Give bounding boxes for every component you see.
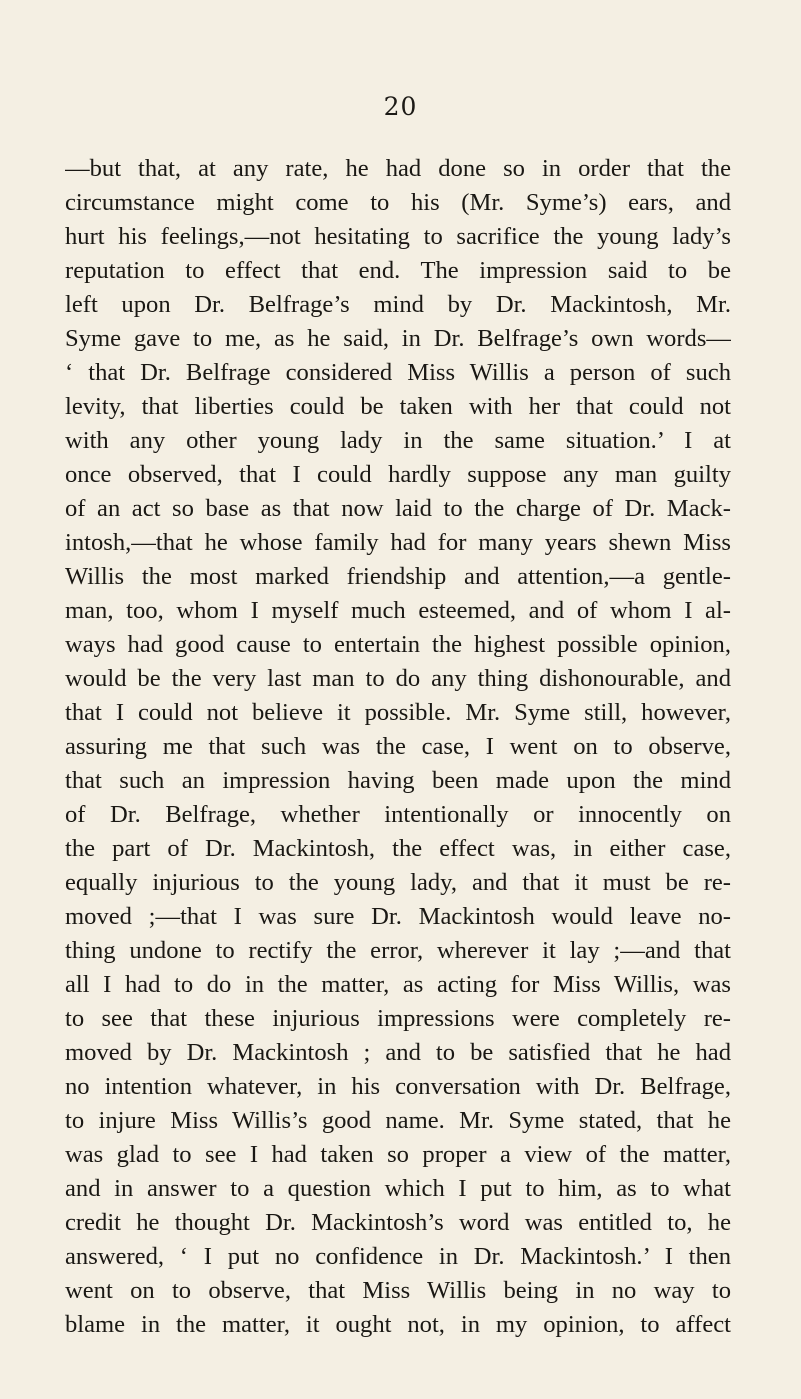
text-line: of Dr. Belfrage, whether intentionally or innocently on [65,801,731,828]
text-line: man, too, whom I myself much esteemed, and of whom I al- [65,597,731,624]
body-text [65,152,731,1342]
text-line: of an act so base as that now laid to the charge of Dr. Mack- [65,495,731,522]
text-line: left upon Dr. Belfrage’s mind by Dr. Mackintosh, Mr. [65,291,731,318]
text-line: ways had good cause to entertain the highest possible opinion, [65,631,731,658]
text-line: Willis the most marked friendship and attention,—a gentle- [65,563,731,590]
text-line: blame in the matter, it ought not, in my opinion, to affect [65,1311,731,1338]
text-line: the part of Dr. Mackintosh, the effect was, in either case, [65,835,731,862]
text-line: thing undone to rectify the error, wherever it lay ;—and that [65,937,731,964]
text-line: ‘ that Dr. Belfrage considered Miss Willis a person of such [65,359,731,386]
text-line: went on to observe, that Miss Willis being in no way to [65,1277,731,1304]
text-line: circumstance might come to his (Mr. Syme’s) ears, and [65,189,731,216]
text-line: to injure Miss Willis’s good name. Mr. Syme stated, that he [65,1107,731,1134]
text-line: all I had to do in the matter, as acting for Miss Willis, was [65,971,731,998]
text-line: moved ;—that I was sure Dr. Mackintosh would leave no- [65,903,731,930]
text-line: credit he thought Dr. Mackintosh’s word was entitled to, he [65,1209,731,1236]
text-line: moved by Dr. Mackintosh ; and to be satisfied that he had [65,1039,731,1066]
text-line: was glad to see I had taken so proper a view of the matter, [65,1141,731,1168]
text-line: once observed, that I could hardly suppose any man guilty [65,461,731,488]
page-number: 20 [383,92,418,121]
text-line: levity, that liberties could be taken with her that could not [65,393,731,420]
text-line: that I could not believe it possible. Mr. Syme still, however, [65,699,731,726]
text-line: assuring me that such was the case, I went on to observe, [65,733,731,760]
text-line: intosh,—that he whose family had for many years shewn Miss [65,529,731,556]
text-line: with any other young lady in the same situation.’ I at [65,427,731,454]
text-line: to see that these injurious impressions were completely re- [65,1005,731,1032]
text-line: —but that, at any rate, he had done so in order that the [65,155,731,182]
text-line: would be the very last man to do any thing dishonourable, and [65,665,731,692]
text-line: no intention whatever, in his conversation with Dr. Belfrage, [65,1073,731,1100]
text-line: and in answer to a question which I put to him, as to what [65,1175,731,1202]
text-line: answered, ‘ I put no confidence in Dr. Mackintosh.’ I then [65,1243,731,1270]
text-line: equally injurious to the young lady, and that it must be re- [65,869,731,896]
text-line: Syme gave to me, as he said, in Dr. Belfrage’s own words— [65,325,731,352]
text-line: reputation to effect that end. The impression said to be [65,257,731,284]
text-line: hurt his feelings,—not hesitating to sacrifice the young lady’s [65,223,731,250]
text-line: that such an impression having been made upon the mind [65,767,731,794]
